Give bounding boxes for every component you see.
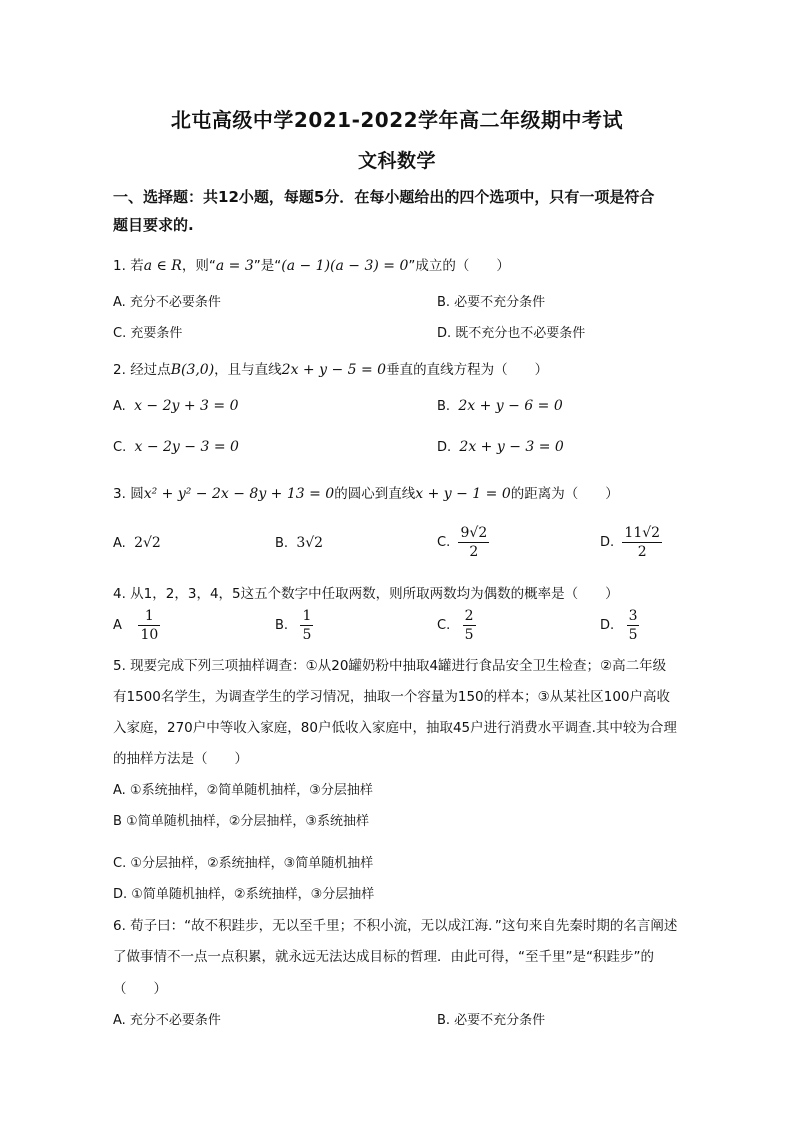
- question-number: 1.: [113, 258, 126, 274]
- option-label: C.: [113, 440, 127, 455]
- fraction: [458, 524, 489, 561]
- math-expression: x² + y² − 2x − 8y + 13 = 0: [143, 486, 335, 502]
- math-expression: B(3,0): [170, 362, 215, 378]
- fraction: [622, 524, 662, 561]
- numerator: 1: [138, 607, 160, 626]
- denominator: 2: [637, 544, 647, 560]
- option-c[interactable]: C. ①分层抽样，②系统抽样，③简单随机抽样: [113, 856, 374, 871]
- math-expression: x − 2y − 3 = 0: [134, 439, 239, 455]
- fraction: [300, 607, 313, 644]
- option-b[interactable]: [275, 535, 323, 551]
- page-title: 北屯高级中学2021-2022学年高二年级期中考试: [170, 108, 624, 132]
- option-label: D.: [600, 618, 615, 633]
- question-5-stem-cont: 的抽样方法是（ ）: [113, 751, 248, 767]
- option-b[interactable]: [275, 607, 313, 644]
- denominator: 5: [302, 627, 312, 643]
- option-b[interactable]: B. 必要不充分条件: [437, 295, 546, 310]
- math-expression: x − 2y + 3 = 0: [134, 398, 239, 414]
- option-d[interactable]: [600, 607, 639, 644]
- stem-text: 垂直的直线方程为（ ）: [386, 362, 549, 378]
- option-label: D.: [437, 440, 452, 455]
- option-a[interactable]: [113, 607, 160, 644]
- numerator: 11√2: [624, 525, 661, 541]
- fraction: [463, 607, 476, 644]
- option-label: A: [113, 618, 122, 633]
- question-number: 3.: [113, 486, 126, 502]
- question-6-stem-cont: 了做事情不一点一点积累，就永远无法达成目标的哲理．由此可得，“至千里”是“积跬步”的: [113, 949, 654, 965]
- option-c[interactable]: [437, 524, 489, 561]
- math-expression: 3√2: [296, 535, 324, 551]
- page-subtitle: 文科数学: [357, 150, 436, 172]
- stem-text: 的圆心到直线: [334, 486, 416, 502]
- option-b[interactable]: [437, 398, 563, 414]
- numerator: 1: [302, 608, 312, 624]
- stem-text: ”是“: [253, 258, 282, 274]
- option-label: D.: [600, 535, 615, 550]
- question-5-stem-cont: 入家庭，270户中等收入家庭，80户低收入家庭中，抽取45户进行消费水平调查.其中较为合理: [113, 720, 677, 736]
- stem-text: ，则“: [181, 258, 216, 274]
- math-expression: 2x + y − 6 = 0: [458, 398, 563, 414]
- question-3-stem: [113, 482, 619, 502]
- question-number: 2.: [113, 362, 126, 378]
- stem-text: ，且与直线: [214, 362, 282, 378]
- question-6-stem: 6. 荀子曰：“故不积跬步，无以至千里；不积小流，无以成江海．”这句来自先秦时期的名言阐述: [113, 918, 678, 934]
- numerator: 3: [628, 608, 638, 624]
- option-label: A.: [113, 399, 126, 414]
- option-c[interactable]: [113, 439, 239, 455]
- denominator: 5: [464, 627, 474, 643]
- option-label: C.: [437, 618, 451, 633]
- stem-text: ”成立的（ ）: [408, 258, 510, 274]
- stem-text: 的距离为（ ）: [510, 486, 619, 502]
- section-heading-cont: 题目要求的.: [113, 216, 194, 234]
- math-expression: (a − 1)(a − 3) = 0: [281, 258, 409, 274]
- option-label: B.: [275, 618, 289, 633]
- question-4-stem: 4. 从1，2，3，4，5这五个数字中任取两数，则所取两数均为偶数的概率是（ ）: [113, 586, 619, 602]
- option-label: C.: [437, 535, 451, 550]
- numerator: 2: [464, 608, 474, 624]
- question-5-stem-cont: 有1500名学生，为调查学生的学习情况，抽取一个容量为150的样本；③从某社区100户高收: [113, 689, 670, 705]
- math-expression: a = 3: [215, 258, 254, 274]
- option-label: A.: [113, 536, 126, 551]
- option-a[interactable]: A. 充分不必要条件: [113, 1013, 221, 1028]
- fraction: [138, 607, 160, 644]
- math-expression: a ∈ R: [143, 258, 182, 274]
- question-2-stem: [113, 358, 548, 378]
- denominator: 5: [628, 627, 638, 643]
- option-a[interactable]: A. 充分不必要条件: [113, 295, 221, 310]
- question-1-stem: [113, 254, 510, 274]
- math-expression: x + y − 1 = 0: [415, 486, 511, 502]
- option-b[interactable]: B ①简单随机抽样，②分层抽样，③系统抽样: [113, 814, 370, 829]
- option-a[interactable]: A. ①系统抽样，②简单随机抽样，③分层抽样: [113, 783, 373, 798]
- option-d[interactable]: D. 既不充分也不必要条件: [437, 326, 586, 341]
- option-a[interactable]: [113, 535, 161, 551]
- denominator: 2: [469, 544, 479, 560]
- stem-text: 若: [130, 258, 144, 274]
- math-expression: 2√2: [134, 535, 161, 551]
- section-heading: 一、选择题：共12小题，每题5分．在每小题给出的四个选项中，只有一项是符合: [113, 188, 655, 206]
- option-b[interactable]: B. 必要不充分条件: [437, 1013, 546, 1028]
- question-5-stem: 5. 现要完成下列三项抽样调查：①从20罐奶粉中抽取4罐进行食品安全卫生检查；②高二年级: [113, 658, 667, 674]
- question-6-stem-cont: （ ）: [113, 981, 167, 997]
- option-c[interactable]: [437, 607, 476, 644]
- option-label: B.: [275, 536, 289, 551]
- option-d[interactable]: [437, 439, 564, 455]
- denominator: 10: [140, 627, 159, 643]
- numerator: 9√2: [460, 525, 488, 541]
- stem-text: 圆: [130, 486, 144, 502]
- math-expression: 2x + y − 3 = 0: [459, 439, 564, 455]
- option-d[interactable]: [600, 524, 662, 561]
- math-expression: 2x + y − 5 = 0: [281, 362, 387, 378]
- stem-text: 经过点: [130, 362, 171, 378]
- option-d[interactable]: D. ①简单随机抽样，②系统抽样，③分层抽样: [113, 887, 375, 902]
- fraction: [627, 607, 640, 644]
- option-label: B.: [437, 399, 451, 414]
- option-a[interactable]: [113, 398, 238, 414]
- option-c[interactable]: C. 充要条件: [113, 326, 183, 341]
